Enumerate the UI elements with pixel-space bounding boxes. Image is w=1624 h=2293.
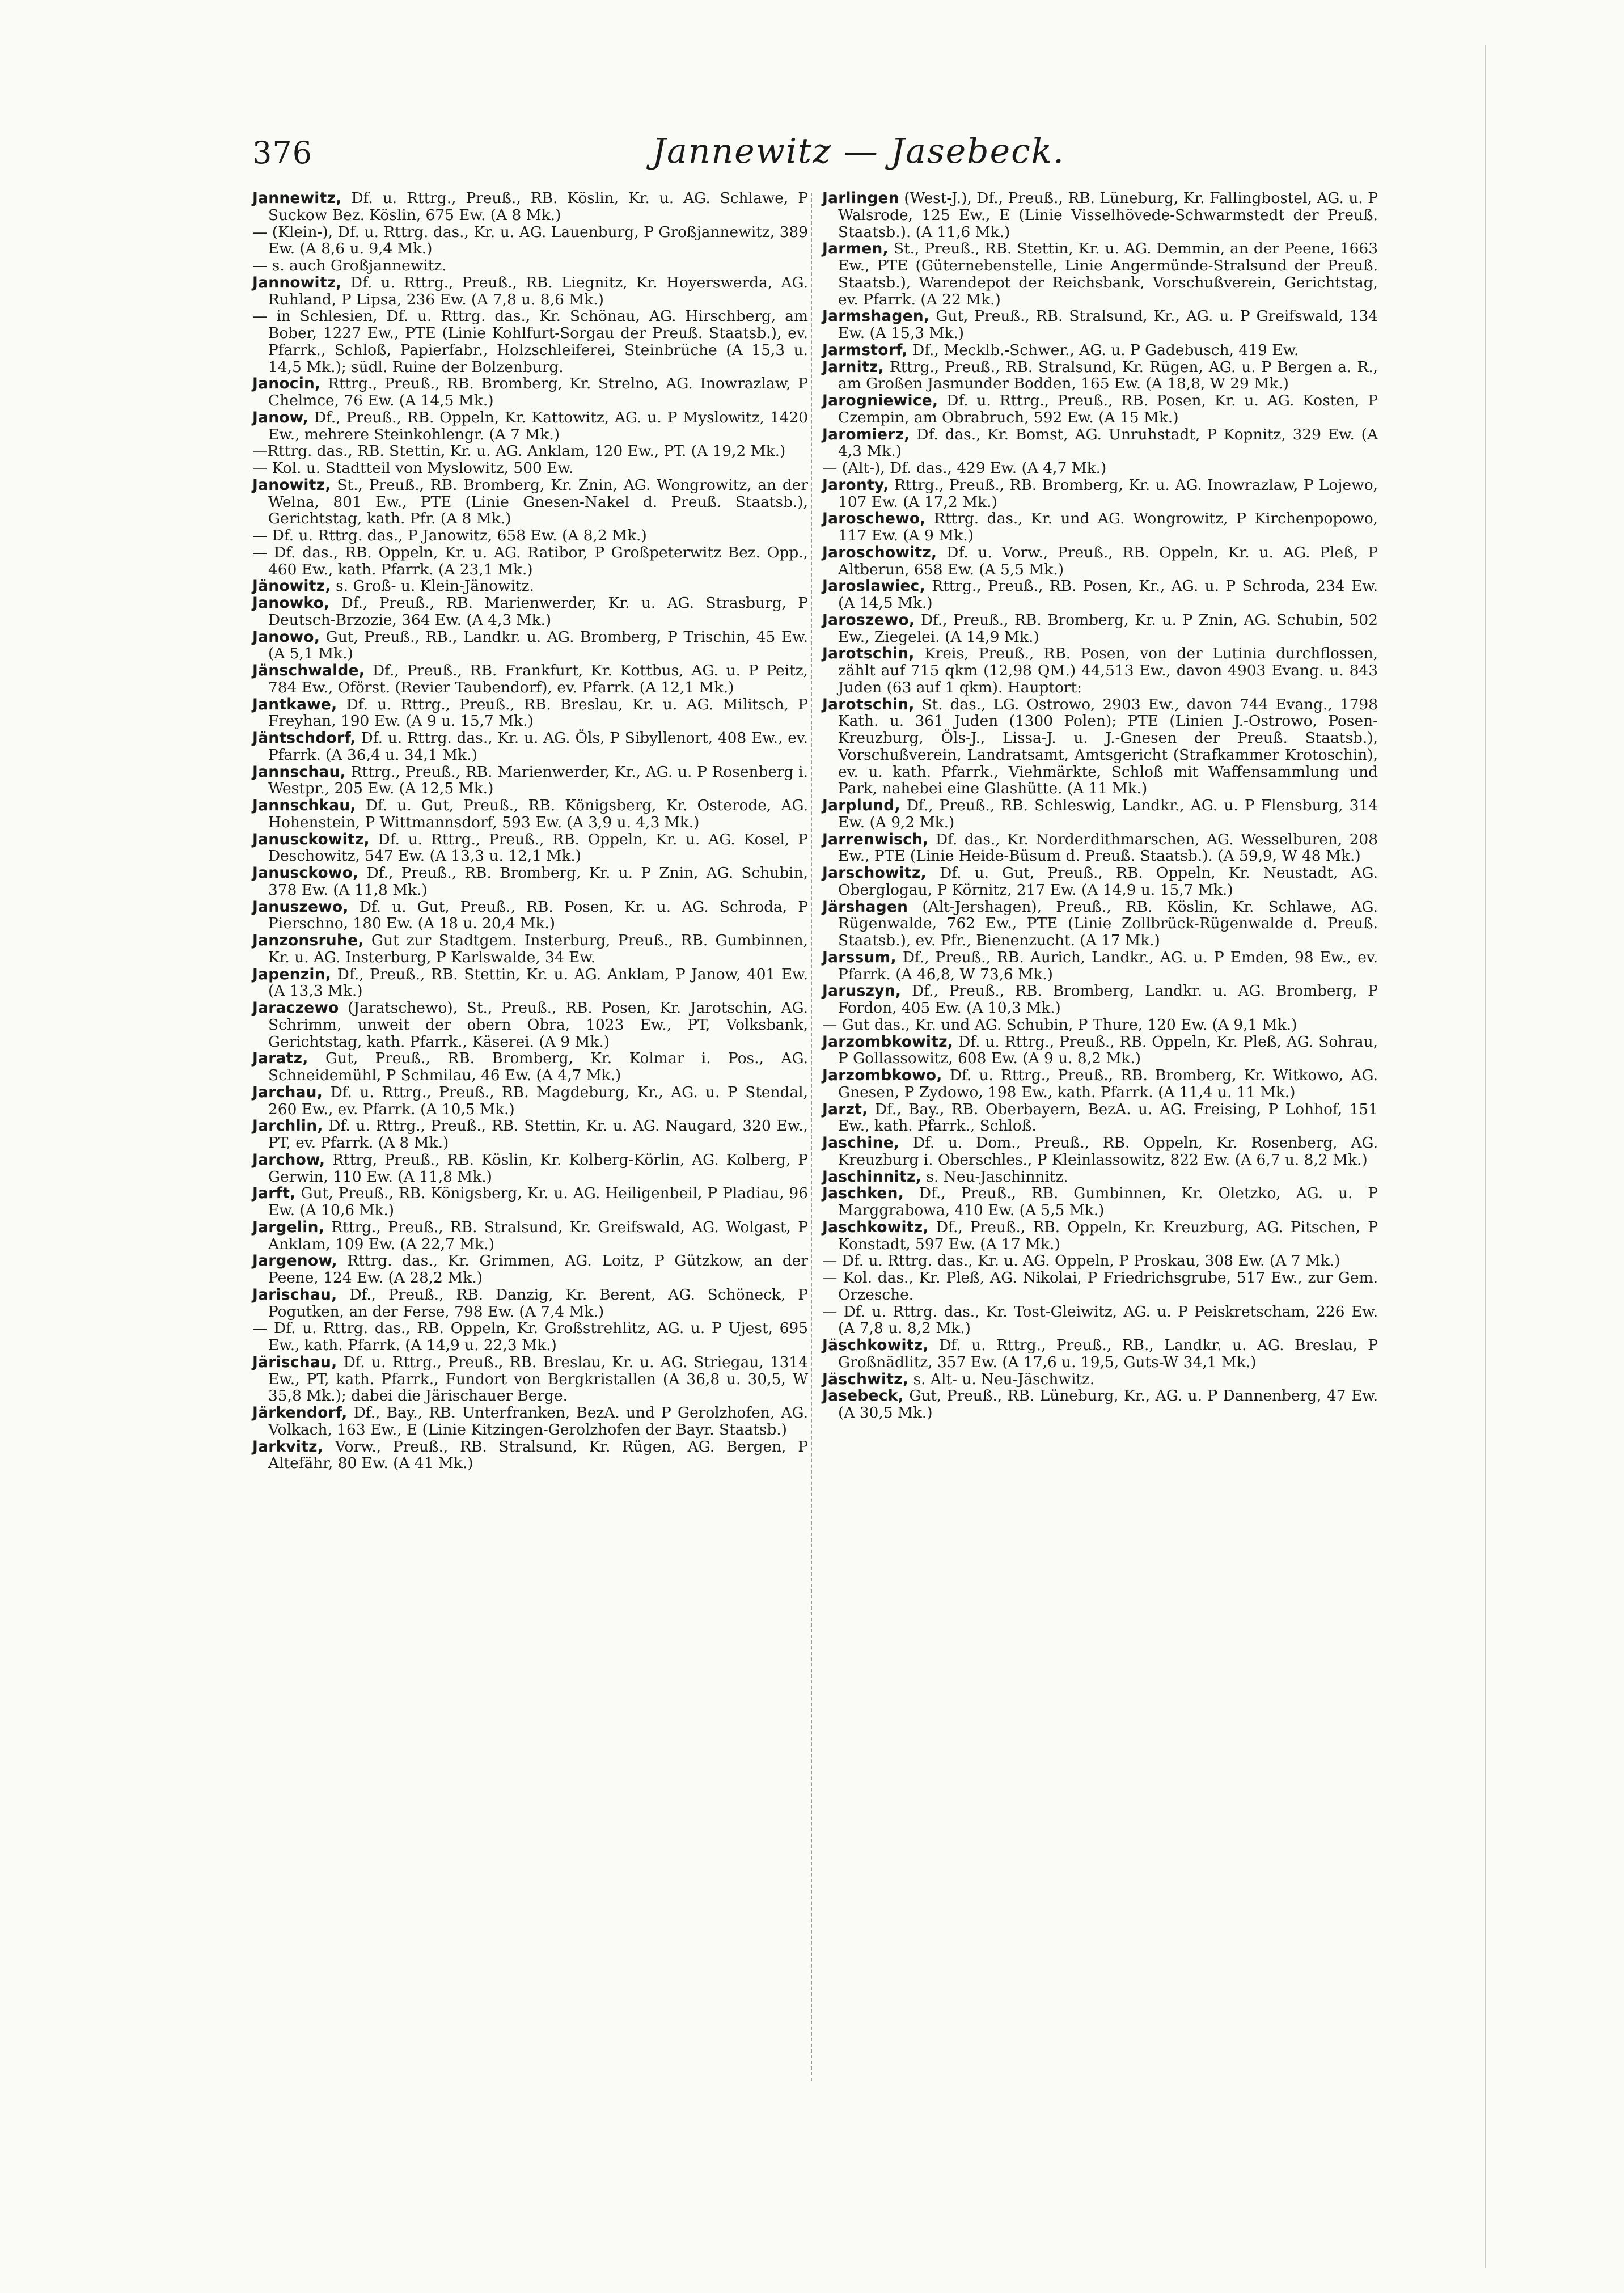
entry-headword: Jargenow, (252, 1252, 337, 1270)
entry-headword: Janusckowo, (252, 864, 359, 882)
entry-text: St. das., LG. Ostrowo, 2903 Ew., davon 744 Evang., 1798 Kath. u. 361 Juden (1300 Polen); PTE (Linien J.-Ostrowo, Posen-Kreuzburg, Öls-J., Lissa-J. u. J.-Gnesen der Preuß. Staatsb.), Vorschußverein, Landratsamt, Amtsgericht (Strafkammer Krotoschin), ev. u. kath. Pfarrk., Viehmärkte, Schloß mit Waffensammlung und Park, nahebei eine Glashütte. (A 11 Mk.) (838, 695, 1378, 798)
entry-text: St., Preuß., RB. Stettin, Kr. u. AG. Demmin, an der Peene, 1663 Ew., PTE (Güternebenstelle, Linie Angermünde-Stralsund der Preuß. Staatsb.), Warendepot der Reichsbank, Vorschußverein, Gerichtstag, ev. Pfarrk. (A 22 Mk.) (838, 240, 1378, 308)
entry-text: (Jaratschewo), St., Preuß., RB. Posen, Kr. Jarotschin, AG. Schrimm, unweit der obern Obra, 1023 Ew., PT, Volksbank, Gerichtstag, kath. Pfarrk., Käserei. (A 9 Mk.) (268, 999, 808, 1051)
gazetteer-entry (252, 460, 808, 477)
entry-text: Df. u. Rttrg., Preuß., RB. Posen, Kr. u. AG. Kosten, P Czempin, am Obrabruch, 592 Ew. (A 15 Mk.) (838, 392, 1378, 426)
entry-text: Df. u. Rttrg., Preuß., RB. Oppeln, Kr. u. AG. Kosel, P Deschowitz, 547 Ew. (A 13,3 u. 12,1 Mk.) (268, 830, 808, 865)
entry-text: Df. das., Kr. Norderdithmarschen, AG. Wesselburen, 208 Ew., PTE (Linie Heide-Büsum d. Preuß. Staatsb.). (A 59,9, W 48 Mk.) (838, 830, 1378, 865)
gazetteer-entry (822, 831, 1378, 865)
gazetteer-entry (252, 1219, 808, 1253)
entry-headword: Järshagen (822, 898, 908, 916)
entry-text: Df. u. Rttrg., Preuß., RB. Breslau, Kr. u. AG. Striegau, 1314 Ew., PT, kath. Pfarrk., Fundort von Bergkristallen (A 36,8 u. 30,5, W 35,8 Mk.); dabei die Järischauer Berge. (268, 1353, 808, 1405)
entry-text: Df., Preuß., RB. Aurich, Landkr., AG. u. P Emden, 98 Ew., ev. Pfarrk. (A 46,8, W 73,6 Mk.) (838, 948, 1378, 983)
gazetteer-entry (822, 865, 1378, 899)
entry-headword: Jarzombkowitz, (822, 1033, 954, 1051)
right-column (822, 190, 1378, 1422)
gazetteer-entry (252, 274, 808, 308)
entry-text: Df. u. Rttrg., Preuß., RB., Landkr. u. AG. Breslau, P Großnädlitz, 357 Ew. (A 17,6 u. 19,5, Guts-W 34,1 Mk.) (838, 1336, 1378, 1371)
entry-headword: Jaschken, (822, 1184, 904, 1203)
entry-headword: Janzonsruhe, (252, 932, 364, 949)
entry-text: Df. u. Rttrg., Preuß., RB. Stettin, Kr. u. AG. Naugard, 320 Ew., PT, ev. Pfarrk. (A 8 Mk.) (268, 1117, 808, 1152)
entry-headword: Jarschowitz, (822, 864, 927, 882)
gazetteer-entry (822, 426, 1378, 460)
gazetteer-entry (822, 1387, 1378, 1422)
entry-text: s. Neu-Jaschinnitz. (921, 1167, 1068, 1186)
gazetteer-entry (822, 359, 1378, 393)
entry-text: Df. u. Rttrg., Preuß., RB. Köslin, Kr. u. AG. Schlawe, P Suckow Bez. Köslin, 675 Ew. (A 8 Mk.) (268, 189, 808, 224)
entry-headword: Jäschkowitz, (822, 1336, 929, 1354)
entry-text: Df., Preuß., RB. Marienwerder, Kr. u. AG. Strasburg, P Deutsch-Brzozie, 364 Ew. (A 4,3 Mk.) (268, 594, 808, 629)
entry-text: St., Preuß., RB. Bromberg, Kr. Znin, AG. Wongrowitz, an der Welna, 801 Ew., PTE (Linie Gnesen-Nakel d. Preuß. Staatsb.), Gerichtstag, kath. Pfr. (A 8 Mk.) (268, 476, 808, 528)
gazetteer-entry (252, 764, 808, 798)
entry-text: Gut, Preuß., RB. Bromberg, Kr. Kolmar i. Pos., AG. Schneidemühl, P Schmilau, 46 Ew. (A 4,7 Mk.) (268, 1050, 808, 1084)
gazetteer-entry (252, 224, 808, 258)
gazetteer-entry (252, 1287, 808, 1321)
gazetteer-entry (252, 308, 808, 375)
entry-text: — Gut das., Kr. und AG. Schubin, P Thure, 120 Ew. (A 9,1 Mk.) (822, 1016, 1297, 1034)
entry-text: Df., Mecklb.-Schwer., AG. u. P Gadebusch, 419 Ew. (907, 341, 1299, 359)
gazetteer-entry (822, 1169, 1378, 1186)
gazetteer-entry (822, 696, 1378, 798)
entry-text: Rttrg., Preuß., RB. Stralsund, Kr. Rügen, AG. u. P Bergen a. R., am Großen Jasmunder Bodden, 165 Ew. (A 18,8, W 29 Mk.) (838, 358, 1378, 393)
entry-headword: Jaromierz, (822, 425, 910, 443)
entry-headword: Jaraczewo (252, 999, 339, 1017)
entry-headword: Jasebeck, (822, 1387, 904, 1405)
entry-text: Df., Preuß., RB. Bromberg, Kr. u. P Znin, AG. Schubin, 378 Ew. (A 11,8 Mk.) (268, 864, 808, 899)
entry-text: — Df. u. Rttrg. das., Kr. Tost-Gleiwitz, AG. u. P Peiskretscham, 226 Ew. (A 7,8 u. 8,2 Mk.) (822, 1302, 1378, 1338)
gazetteer-entry (252, 865, 808, 899)
gazetteer-entry (822, 1270, 1378, 1304)
entry-headword: Jaroslawiec, (822, 577, 925, 595)
gazetteer-entry (252, 409, 808, 443)
entry-text: — s. auch Großjannewitz. (252, 257, 447, 274)
entry-headword: Jaroschewo, (822, 510, 926, 528)
entry-headword: Jaschkowitz, (822, 1218, 929, 1236)
gazetteer-entry (822, 190, 1378, 240)
gazetteer-entry (822, 1253, 1378, 1270)
gazetteer-entry (822, 1135, 1378, 1169)
gazetteer-entry (252, 257, 808, 274)
gazetteer-entry (252, 1050, 808, 1084)
entry-headword: Järkendorf, (252, 1404, 348, 1422)
entry-text: Df., Preuß., RB. Gumbinnen, Kr. Oletzko, AG. u. P Marggrabowa, 410 Ew. (A 5,5 Mk.) (838, 1184, 1378, 1219)
entry-text: — Kol. das., Kr. Pleß, AG. Nikolai, P Friedrichsgrube, 517 Ew., zur Gem. Orzesche. (822, 1269, 1378, 1304)
entry-headword: Jarkvitz, (252, 1437, 324, 1456)
entry-headword: Jäntschdorf, (252, 729, 356, 747)
entry-headword: Jarchlin, (252, 1117, 323, 1135)
gazetteer-entry (822, 899, 1378, 949)
entry-text: Rttrg., Preuß., RB. Posen, Kr., AG. u. P Schroda, 234 Ew. (A 14,5 Mk.) (838, 577, 1378, 612)
entry-headword: Jänowitz, (252, 577, 331, 595)
gazetteer-entry (822, 797, 1378, 831)
entry-text: Rttrg., Preuß., RB. Bromberg, Kr. u. AG. Inowrazlaw, P Lojewo, 107 Ew. (A 17,2 Mk.) (838, 476, 1378, 511)
entry-text: — Df. u. Rttrg. das., P Janowitz, 658 Ew. (A 8,2 Mk.) (252, 527, 647, 544)
entry-headword: Jaratz, (252, 1050, 308, 1068)
gazetteer-entry (252, 662, 808, 696)
gazetteer-entry (822, 1185, 1378, 1219)
gazetteer-entry (822, 1017, 1378, 1034)
entry-text: Rttrg., Preuß., RB. Bromberg, Kr. Strelno, AG. Inowrazlaw, P Chelmce, 76 Ew. (A 14,5 Mk.) (268, 375, 808, 409)
entry-text: Df. u. Gut, Preuß., RB. Königsberg, Kr. Osterode, AG. Hohenstein, P Wittmannsdorf, 593 Ew. (A 3,9 u. 4,3 Mk.) (268, 797, 808, 831)
running-title: Jannewitz — Jasebeck. (652, 132, 1065, 171)
page-edge-rule (1485, 45, 1486, 2268)
gazetteer-entry (252, 375, 808, 409)
entry-text: Gut zur Stadtgem. Insterburg, Preuß., RB. Gumbinnen, Kr. u. AG. Insterburg, P Karlswalde, 34 Ew. (268, 932, 808, 966)
gazetteer-entry (252, 1185, 808, 1219)
gazetteer-entry (252, 1253, 808, 1287)
gazetteer-entry (822, 1101, 1378, 1135)
entry-headword: Jaschine, (822, 1134, 900, 1152)
gazetteer-entry (252, 1354, 808, 1404)
entry-text: Df. u. Rttrg., Preuß., RB. Bromberg, Kr. Witkowo, AG. Gnesen, P Zydowo, 198 Ew., kath. Pfarrk. (A 11,4 u. 11 Mk.) (838, 1067, 1378, 1101)
entry-headword: Jarssum, (822, 948, 896, 966)
gazetteer-entry (252, 1118, 808, 1152)
gazetteer-entry (252, 696, 808, 730)
entry-headword: Jannowitz, (252, 273, 342, 291)
entry-text: Vorw., Preuß., RB. Stralsund, Kr. Rügen, AG. Bergen, P Altefähr, 80 Ew. (A 41 Mk.) (268, 1437, 808, 1473)
gazetteer-entry (822, 544, 1378, 578)
gazetteer-entry (822, 392, 1378, 426)
gazetteer-entry (822, 949, 1378, 983)
gazetteer-entry (822, 578, 1378, 612)
entry-headword: Jaroschowitz, (822, 543, 937, 561)
entry-text: Df., Preuß., RB. Bromberg, Landkr. u. AG. Bromberg, P Fordon, 405 Ew. (A 10,3 Mk.) (838, 982, 1378, 1017)
entry-text: Df., Preuß., RB. Oppeln, Kr. Kattowitz, AG. u. P Myslowitz, 1420 Ew., mehrere Steinkohlengr. (A 7 Mk.) (268, 408, 808, 443)
entry-headword: Janowo, (252, 628, 320, 646)
entry-text: — Df. das., RB. Oppeln, Kr. u. AG. Ratibor, P Großpeterwitz Bez. Opp., 460 Ew., kath. Pfarrk. (A 23,1 Mk.) (252, 543, 808, 578)
entry-text: Gut, Preuß., RB. Lüneburg, Kr., AG. u. P Dannenberg, 47 Ew. (A 30,5 Mk.) (838, 1387, 1378, 1422)
gazetteer-entry (252, 190, 808, 224)
entry-text: — (Alt-), Df. das., 429 Ew. (A 4,7 Mk.) (822, 459, 1107, 477)
entry-text: Df. u. Rttrg., Preuß., RB. Oppeln, Kr. Pleß, AG. Sohrau, P Gollassowitz, 608 Ew. (A 9 u. 8,2 Mk.) (838, 1033, 1378, 1068)
entry-text: Df. u. Rttrg., Preuß., RB. Magdeburg, Kr., AG. u. P Stendal, 260 Ew., ev. Pfarrk. (A 10,5 Mk.) (268, 1083, 808, 1118)
entry-headword: Jäschwitz, (822, 1370, 909, 1388)
entry-headword: Jannschkau, (252, 797, 356, 814)
entry-headword: Jarchow, (252, 1150, 325, 1169)
entry-headword: Jarzombkowo, (822, 1067, 942, 1084)
entry-headword: Jaruszyn, (822, 982, 902, 1000)
gazetteer-entry (252, 1084, 808, 1118)
entry-text: — in Schlesien, Df. u. Rttrg. das., Kr. Schönau, AG. Hirschberg, am Bober, 1227 Ew., PTE (Linie Kohlfurt-Sorgau der Preuß. Staatsb.), ev. Pfarrk., Schloß, Papierfabr., Holzschleiferei, Steinbrüche (A 15,3 u. 14,5 Mk.); südl. Ruine der Bolzenburg. (252, 307, 808, 376)
entry-headword: Jaschinnitz, (822, 1167, 922, 1186)
gazetteer-entry (252, 578, 808, 595)
gazetteer-entry (822, 240, 1378, 308)
entry-headword: Jarft, (252, 1184, 296, 1203)
entry-text: (Alt-Jershagen), Preuß., RB. Köslin, Kr. Schlawe, AG. Rügenwalde, 762 Ew., PTE (Linie Zollbrück-Rügenwalde d. Preuß. Staatsb.), ev. Pfr., Bienenzucht. (A 17 Mk.) (838, 898, 1378, 949)
entry-headword: Jaronty, (822, 476, 889, 494)
gazetteer-entry (252, 1439, 808, 1473)
gazetteer-entry (252, 544, 808, 578)
entry-headword: Jarchau, (252, 1083, 323, 1101)
entry-text: Df., Preuß., RB. Stettin, Kr. u. AG. Anklam, P Janow, 401 Ew. (A 13,3 Mk.) (268, 965, 808, 1000)
entry-text: Rttrg., Preuß., RB. Marienwerder, Kr., AG. u. P Rosenberg i. Westpr., 205 Ew. (A 12,5 Mk.) (268, 763, 808, 798)
gazetteer-entry (252, 899, 808, 933)
gazetteer-entry (822, 983, 1378, 1017)
gazetteer-entry (822, 1034, 1378, 1068)
entry-text: Df., Preuß., RB. Schleswig, Landkr., AG. u. P Flensburg, 314 Ew. (A 9,2 Mk.) (838, 797, 1378, 831)
entry-text: Gut, Preuß., RB. Königsberg, Kr. u. AG. Heiligenbeil, P Pladiau, 96 Ew. (A 10,6 Mk.) (268, 1184, 808, 1219)
gazetteer-entry (252, 797, 808, 831)
entry-headword: Jänschwalde, (252, 662, 365, 679)
gazetteer-entry (822, 645, 1378, 696)
entry-text: Df. u. Dom., Preuß., RB. Oppeln, Kr. Rosenberg, AG. Kreuzburg i. Oberschles., P Kleinlassowitz, 822 Ew. (A 6,7 u. 8,2 Mk.) (838, 1134, 1378, 1169)
entry-headword: Jannschau, (252, 763, 346, 781)
entry-text: Df. u. Rttrg., Preuß., RB. Liegnitz, Kr. Hoyerswerda, AG. Ruhland, P Lipsa, 236 Ew. (A 7,8 u. 8,6 Mk.) (268, 273, 808, 308)
entry-headword: Jarogniewice, (822, 392, 938, 409)
entry-headword: Janow, (252, 408, 309, 426)
gazetteer-entry (822, 308, 1378, 342)
entry-text: Df. u. Rttrg., Preuß., RB. Breslau, Kr. u. AG. Militsch, P Freyhan, 190 Ew. (A 9 u. 15,7 Mk.) (268, 695, 808, 730)
entry-headword: Järischau, (252, 1353, 337, 1371)
entry-text: s. Alt- u. Neu-Jäschwitz. (908, 1370, 1095, 1388)
entry-headword: Januszewo, (252, 898, 349, 916)
entry-text: Rttrg., Preuß., RB. Stralsund, Kr. Greifswald, AG. Wolgast, P Anklam, 109 Ew. (A 22,7 Mk.) (268, 1218, 808, 1253)
gazetteer-entry (822, 460, 1378, 477)
entry-headword: Jarischau, (252, 1285, 337, 1304)
gazetteer-entry (252, 966, 808, 1000)
gazetteer-entry (822, 342, 1378, 359)
entry-text: Df., Bay., RB. Unterfranken, BezA. und P Gerolzhofen, AG. Volkach, 163 Ew., E (Linie Kitzingen-Gerolzhofen der Bayr. Staatsb.) (268, 1404, 808, 1439)
entry-text: Rttrg, Preuß., RB. Köslin, Kr. Kolberg-Körlin, AG. Kolberg, P Gerwin, 110 Ew. (A 11,8 Mk.) (268, 1150, 808, 1186)
entry-text: Df., Preuß., RB. Oppeln, Kr. Kreuzburg, AG. Pitschen, P Konstadt, 597 Ew. (A 17 Mk.) (838, 1218, 1378, 1253)
entry-text: Df. u. Rttrg. das., Kr. u. AG. Öls, P Sibyllenort, 408 Ew., ev. Pfarrk. (A 36,4 u. 34,1 Mk.) (268, 729, 808, 764)
entry-text: Gut, Preuß., RB. Stralsund, Kr., AG. u. P Greifswald, 134 Ew. (A 15,3 Mk.) (838, 307, 1378, 342)
gazetteer-entry (252, 831, 808, 865)
gazetteer-entry (252, 1000, 808, 1050)
entry-headword: Jarotschin, (822, 645, 915, 663)
entry-text: — Df. u. Rttrg. das., RB. Oppeln, Kr. Großstrehlitz, AG. u. P Ujest, 695 Ew., kath. Pfarrk. (A 14,9 u. 22,3 Mk.) (252, 1319, 808, 1354)
gazetteer-entry (252, 629, 808, 663)
gazetteer-entry (822, 1337, 1378, 1371)
entry-headword: Jantkawe, (252, 695, 337, 713)
entry-text: Df., Bay., RB. Oberbayern, BezA. u. AG. Freising, P Lohhof, 151 Ew., kath. Pfarrk., Schloß. (838, 1100, 1378, 1135)
entry-text: Kreis, Preuß., RB. Posen, von der Lutinia durchflossen, zählt auf 715 qkm (12,98 QM.) 44,513 Ew., davon 4903 Evang. u. 843 Juden (63 auf 1 qkm). Hauptort: (838, 645, 1378, 696)
gazetteer-entry (822, 1304, 1378, 1338)
entry-text: Rttrg. das., Kr. und AG. Wongrowitz, P Kirchenpopowo, 117 Ew. (A 9 Mk.) (838, 510, 1378, 544)
gazetteer-entry (252, 595, 808, 629)
gazetteer-entry (822, 477, 1378, 511)
entry-headword: Jarmshagen, (822, 307, 930, 325)
entry-text: Gut, Preuß., RB., Landkr. u. AG. Bromberg, P Trischin, 45 Ew. (A 5,1 Mk.) (268, 628, 808, 663)
entry-text: —Rttrg. das., RB. Stettin, Kr. u. AG. Anklam, 120 Ew., PT. (A 19,2 Mk.) (252, 442, 786, 460)
entry-headword: Janusckowitz, (252, 830, 370, 848)
entry-text: Df., Preuß., RB. Bromberg, Kr. u. P Znin, AG. Schubin, 502 Ew., Ziegelei. (A 14,9 Mk.) (838, 611, 1378, 646)
entry-headword: Jaroszewo, (822, 611, 915, 629)
entry-text: Df. das., Kr. Bomst, AG. Unruhstadt, P Kopnitz, 329 Ew. (A 4,3 Mk.) (838, 425, 1378, 460)
entry-text: Df., Preuß., RB. Frankfurt, Kr. Kottbus, AG. u. P Peitz, 784 Ew., Oförst. (Revier Taubendorf), ev. Pfarrk. (A 12,1 Mk.) (268, 662, 808, 696)
gazetteer-entry (822, 1067, 1378, 1101)
entry-text: Df. u. Gut, Preuß., RB. Posen, Kr. u. AG. Schroda, P Pierschno, 180 Ew. (A 18 u. 20,4 Mk.) (268, 898, 808, 933)
gazetteer-entry (252, 1320, 808, 1354)
entry-text: — Df. u. Rttrg. das., Kr. u. AG. Oppeln, P Proskau, 308 Ew. (A 7 Mk.) (822, 1252, 1340, 1270)
gazetteer-entry (252, 932, 808, 966)
gazetteer-entry (252, 730, 808, 764)
gazetteer-entry (252, 443, 808, 460)
entry-headword: Jargelin, (252, 1218, 325, 1236)
entry-headword: Japenzin, (252, 965, 332, 983)
entry-headword: Jarmen, (822, 240, 889, 258)
entry-headword: Janocin, (252, 375, 321, 393)
entry-text: — (Klein-), Df. u. Rttrg. das., Kr. u. AG. Lauenburg, P Großjannewitz, 389 Ew. (A 8,6 u. 9,4 Mk.) (252, 223, 808, 258)
gazetteer-entry (822, 1219, 1378, 1253)
entry-text: — Kol. u. Stadtteil von Myslowitz, 500 Ew. (252, 459, 574, 477)
entry-text: (West-J.), Df., Preuß., RB. Lüneburg, Kr. Fallingbostel, AG. u. P Walsrode, 125 Ew., E (Linie Visselhövede-Schwarmstedt der Preuß. Staatsb.). (A 11,6 Mk.) (838, 189, 1378, 241)
gazetteer-entry (252, 1152, 808, 1186)
entry-headword: Janowitz, (252, 476, 331, 494)
entry-headword: Jarmstorf, (822, 341, 908, 359)
entry-headword: Janowko, (252, 594, 330, 612)
entry-headword: Jarzt, (822, 1100, 868, 1118)
gazetteer-entry (822, 1371, 1378, 1388)
gazetteer-entry (822, 510, 1378, 544)
gazetteer-entry (822, 612, 1378, 646)
left-column (252, 190, 808, 1472)
entry-headword: Jarlingen (822, 189, 899, 207)
page-number: 376 (252, 135, 313, 171)
entry-text: Df. u. Vorw., Preuß., RB. Oppeln, Kr. u. AG. Pleß, P Altberun, 658 Ew. (A 5,5 Mk.) (838, 543, 1378, 578)
entry-headword: Jarplund, (822, 797, 900, 814)
column-separator (811, 193, 812, 2081)
gazetteer-entry (252, 477, 808, 527)
entry-headword: Jannewitz, (252, 189, 342, 207)
entry-headword: Jarnitz, (822, 358, 884, 376)
entry-text: Rttrg. das., Kr. Grimmen, AG. Loitz, P Gützkow, an der Peene, 124 Ew. (A 28,2 Mk.) (268, 1252, 808, 1287)
entry-text: Df. u. Gut, Preuß., RB. Oppeln, Kr. Neustadt, AG. Oberglogau, P Körnitz, 217 Ew. (A 14,9 u. 15,7 Mk.) (838, 864, 1378, 899)
gazetteer-entry (252, 527, 808, 544)
entry-headword: Jarrenwisch, (822, 830, 929, 848)
entry-text: Df., Preuß., RB. Danzig, Kr. Berent, AG. Schöneck, P Pogutken, an der Ferse, 798 Ew. (A 7,4 Mk.) (268, 1285, 808, 1321)
gazetteer-entry (252, 1404, 808, 1439)
entry-text: s. Groß- u. Klein-Jänowitz. (331, 577, 534, 595)
entry-headword: Jarotschin, (822, 695, 915, 713)
